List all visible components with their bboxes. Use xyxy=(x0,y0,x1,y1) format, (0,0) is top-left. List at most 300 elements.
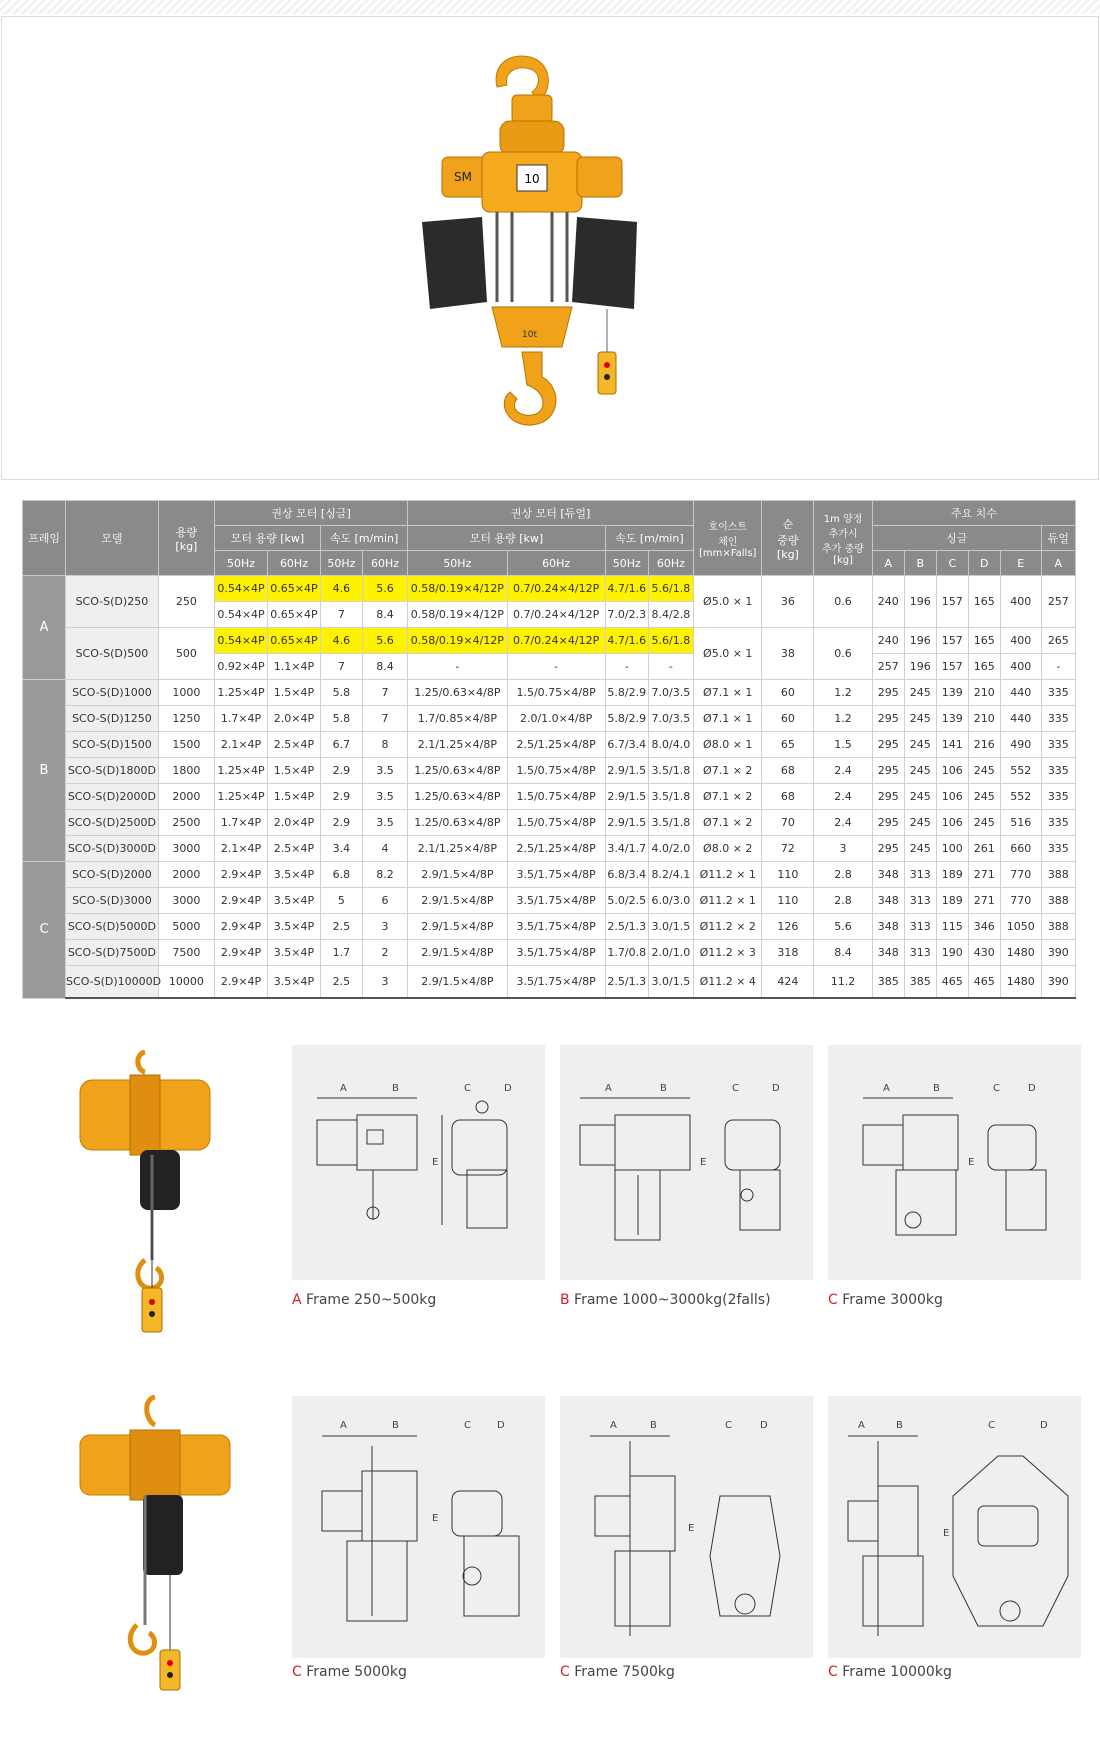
cell: 1000 xyxy=(158,680,214,706)
th-single: 싱글 xyxy=(872,526,1041,551)
cell: 3.0/1.5 xyxy=(648,914,693,940)
cell: 0.58/0.19×4/12P xyxy=(408,576,507,602)
cell: 313 xyxy=(904,862,936,888)
cell: 390 xyxy=(1041,940,1075,966)
extra-cell: 0.6 xyxy=(814,576,872,628)
cell: 245 xyxy=(968,758,1000,784)
cell: Ø7.1 × 2 xyxy=(694,784,762,810)
cell: 295 xyxy=(872,732,904,758)
th-hz50: 50Hz xyxy=(408,551,507,576)
dim-label-a: A xyxy=(610,1420,617,1431)
dim-label-b: B xyxy=(392,1083,399,1094)
caption-frame-c1 xyxy=(828,1292,943,1308)
dim-cell: 265 xyxy=(1041,628,1075,654)
drawing-panel-c3 xyxy=(560,1396,813,1658)
dim-cell: 165 xyxy=(968,628,1000,654)
caption-text: Frame 10000kg xyxy=(837,1664,952,1680)
th-hz50: 50Hz xyxy=(605,551,648,576)
cell: 430 xyxy=(968,940,1000,966)
cell: 5.6/1.8 xyxy=(648,576,693,602)
cell: 271 xyxy=(968,888,1000,914)
th-weight: 순 중량 [kg] xyxy=(762,501,814,576)
dim-label-c: C xyxy=(464,1420,471,1431)
caption-letter: C xyxy=(828,1292,838,1308)
cell: - xyxy=(605,654,648,680)
cell: 60 xyxy=(762,680,814,706)
cell: 139 xyxy=(936,706,968,732)
model-cell: SCO-S(D)7500D xyxy=(66,940,159,966)
cell: 3.5 xyxy=(362,758,407,784)
cell: 2.8 xyxy=(814,862,872,888)
hoist-photo-small-2 xyxy=(75,1395,235,1695)
cell: 4.7/1.6 xyxy=(605,628,648,654)
caption-letter: C xyxy=(292,1664,302,1680)
cell: 3000 xyxy=(158,888,214,914)
cell: 3 xyxy=(362,914,407,940)
cell: 2.5 xyxy=(320,966,362,999)
th-dim-a: A xyxy=(872,551,904,576)
cell: 388 xyxy=(1041,888,1075,914)
drawing-panel-c4 xyxy=(828,1396,1081,1658)
cell: 348 xyxy=(872,940,904,966)
drawing-c4 xyxy=(828,1396,1081,1658)
cell: 7 xyxy=(320,654,362,680)
cell: 335 xyxy=(1041,680,1075,706)
cell: 8 xyxy=(362,732,407,758)
cell: 2.5/1.25×4/8P xyxy=(507,836,605,862)
cell: 245 xyxy=(904,680,936,706)
dim-label-c: C xyxy=(993,1083,1000,1094)
drawing-panel-c1 xyxy=(828,1045,1081,1280)
caption-frame-c2 xyxy=(292,1664,407,1680)
hero-panel xyxy=(1,16,1099,480)
cell: 210 xyxy=(968,680,1000,706)
cell: 295 xyxy=(872,706,904,732)
cell: 271 xyxy=(968,862,1000,888)
dim-label-d: D xyxy=(504,1083,512,1094)
cell: 8.4/2.8 xyxy=(648,602,693,628)
dim-label-d: D xyxy=(1028,1083,1036,1094)
drawing-b xyxy=(560,1045,813,1280)
cell: 2.9/1.5×4/8P xyxy=(408,914,507,940)
cell: 7.0/2.3 xyxy=(605,602,648,628)
cell: 385 xyxy=(872,966,904,999)
model-cell: SCO-S(D)10000D xyxy=(66,966,159,999)
cell: 552 xyxy=(1000,758,1041,784)
cell: 5000 xyxy=(158,914,214,940)
cell: 4.0/2.0 xyxy=(648,836,693,862)
dim-cell: 240 xyxy=(872,628,904,654)
cell: 770 xyxy=(1000,862,1041,888)
cell: 1.5/0.75×4/8P xyxy=(507,810,605,836)
cell: 7.0/3.5 xyxy=(648,680,693,706)
cell: 2.4 xyxy=(814,810,872,836)
cell: 3.5×4P xyxy=(267,862,320,888)
cell: 335 xyxy=(1041,732,1075,758)
hoist-photo xyxy=(412,47,652,467)
chain-cell: Ø5.0 × 1 xyxy=(694,576,762,628)
cell: 3.4/1.7 xyxy=(605,836,648,862)
dim-label-c: C xyxy=(732,1083,739,1094)
caption-text: Frame 7500kg xyxy=(569,1664,675,1680)
cell: 318 xyxy=(762,940,814,966)
model-cell: SCO-S(D)2000 xyxy=(66,862,159,888)
cell: 0.54×4P xyxy=(215,602,268,628)
cell: 2.9/1.5 xyxy=(605,758,648,784)
dim-label-a: A xyxy=(340,1420,347,1431)
cell: 2000 xyxy=(158,784,214,810)
cell: 3.5/1.75×4/8P xyxy=(507,862,605,888)
cell: 60 xyxy=(762,706,814,732)
caption-frame-c3 xyxy=(560,1664,675,1680)
cell: 2.5/1.3 xyxy=(605,966,648,999)
cell: 465 xyxy=(968,966,1000,999)
cell: 6.7/3.4 xyxy=(605,732,648,758)
cell: 5.8/2.9 xyxy=(605,680,648,706)
cell: 5.6 xyxy=(814,914,872,940)
weight-cell: 36 xyxy=(762,576,814,628)
cell: 295 xyxy=(872,758,904,784)
th-single-motor: 권상 모터 [싱글] xyxy=(215,501,408,526)
cell: 516 xyxy=(1000,810,1041,836)
drawing-panel-c2 xyxy=(292,1396,545,1658)
table-row xyxy=(23,758,1076,784)
cell: 295 xyxy=(872,784,904,810)
dim-cell: 196 xyxy=(904,576,936,628)
cell: 3.5/1.75×4/8P xyxy=(507,914,605,940)
cell: - xyxy=(507,654,605,680)
cell: 5.8/2.9 xyxy=(605,706,648,732)
hoist-photo-small-1 xyxy=(70,1050,220,1340)
cell: 7500 xyxy=(158,940,214,966)
model-cell: SCO-S(D)2000D xyxy=(66,784,159,810)
cell: 2.9×4P xyxy=(215,966,268,999)
dim-cell: 400 xyxy=(1000,654,1041,680)
cell: 2.9/1.5 xyxy=(605,810,648,836)
cell: 3.5/1.75×4/8P xyxy=(507,888,605,914)
dim-cell: 157 xyxy=(936,576,968,628)
cell: 10000 xyxy=(158,966,214,999)
cell: 1.5/0.75×4/8P xyxy=(507,758,605,784)
cell: 6.0/3.0 xyxy=(648,888,693,914)
cell: 1.5×4P xyxy=(267,758,320,784)
th-hz50: 50Hz xyxy=(320,551,362,576)
table-row xyxy=(23,706,1076,732)
cell: 313 xyxy=(904,914,936,940)
frame-cell: C xyxy=(23,862,66,999)
table-row xyxy=(23,940,1076,966)
cell: 106 xyxy=(936,784,968,810)
cell: 245 xyxy=(968,810,1000,836)
hero-hook-text: 10t xyxy=(522,330,537,340)
dim-cell: 400 xyxy=(1000,628,1041,654)
dim-cell: - xyxy=(1041,654,1075,680)
cell: 6 xyxy=(362,888,407,914)
dim-cell: 257 xyxy=(1041,576,1075,628)
caption-frame-a xyxy=(292,1292,436,1308)
cell: 1.25/0.63×4/8P xyxy=(408,680,507,706)
table-row xyxy=(23,888,1076,914)
model-cell: SCO-S(D)3000D xyxy=(66,836,159,862)
hero-body-text: 10 xyxy=(524,172,540,186)
cell: 2.9 xyxy=(320,810,362,836)
caption-text: Frame 3000kg xyxy=(837,1292,943,1308)
caption-frame-c4 xyxy=(828,1664,952,1680)
cell: 1.25×4P xyxy=(215,680,268,706)
dim-label-e: E xyxy=(688,1523,695,1534)
cell: 8.4 xyxy=(362,654,407,680)
cell: 3.5/1.8 xyxy=(648,784,693,810)
frame-cell: A xyxy=(23,576,66,680)
cell: 3.5 xyxy=(362,784,407,810)
dim-cell: 240 xyxy=(872,576,904,628)
dim-label-c: C xyxy=(988,1420,995,1431)
cell: 189 xyxy=(936,862,968,888)
top-stripe xyxy=(0,0,1100,14)
cell: 70 xyxy=(762,810,814,836)
cell: 6.7 xyxy=(320,732,362,758)
cell: 335 xyxy=(1041,836,1075,862)
cell: 552 xyxy=(1000,784,1041,810)
cell: 1.7×4P xyxy=(215,706,268,732)
cell: 1.25/0.63×4/8P xyxy=(408,784,507,810)
cell: 68 xyxy=(762,784,814,810)
cell: 0.58/0.19×4/12P xyxy=(408,602,507,628)
caption-letter: A xyxy=(292,1292,302,1308)
cell: 1.5 xyxy=(814,732,872,758)
table-row xyxy=(23,966,1076,999)
dim-cell: 196 xyxy=(904,628,936,654)
caption-letter: C xyxy=(560,1664,570,1680)
cell: 388 xyxy=(1041,862,1075,888)
cell: 490 xyxy=(1000,732,1041,758)
model-cell: SCO-S(D)1800D xyxy=(66,758,159,784)
hero-brand-text: SM xyxy=(454,170,472,184)
model-cell: SCO-S(D)5000D xyxy=(66,914,159,940)
th-hz60: 60Hz xyxy=(507,551,605,576)
cell: 11.2 xyxy=(814,966,872,999)
cell: Ø8.0 × 1 xyxy=(694,732,762,758)
cell: Ø7.1 × 1 xyxy=(694,680,762,706)
th-extra-weight: 1m 양정 추가시 추가 중량 [kg] xyxy=(814,501,872,576)
cell: 1480 xyxy=(1000,940,1041,966)
cell: 2.9/1.5×4/8P xyxy=(408,940,507,966)
cell: 2.4 xyxy=(814,758,872,784)
dim-label-e: E xyxy=(943,1528,950,1539)
spec-table xyxy=(22,500,1076,999)
dim-label-b: B xyxy=(896,1420,903,1431)
caption-letter: C xyxy=(828,1664,838,1680)
cell: 0.7/0.24×4/12P xyxy=(507,628,605,654)
cell: 5.6 xyxy=(362,576,407,602)
dim-label-e: E xyxy=(432,1513,439,1524)
frame-cell: B xyxy=(23,680,66,862)
th-dim-c: C xyxy=(936,551,968,576)
model-cell: SCO-S(D)2500D xyxy=(66,810,159,836)
cell: 3.4 xyxy=(320,836,362,862)
cell: 1.25×4P xyxy=(215,758,268,784)
th-chain: 호이스트 체인 [mm×Falls] xyxy=(694,501,762,576)
cell: 2500 xyxy=(158,810,214,836)
cell: 190 xyxy=(936,940,968,966)
cell: 3.5/1.8 xyxy=(648,810,693,836)
th-dim-d: D xyxy=(968,551,1000,576)
cell: 245 xyxy=(904,706,936,732)
cell: 110 xyxy=(762,862,814,888)
dim-label-a: A xyxy=(340,1083,347,1094)
cell: 5.0/2.5 xyxy=(605,888,648,914)
drawing-panel-b xyxy=(560,1045,813,1280)
table-row xyxy=(23,862,1076,888)
cell: 770 xyxy=(1000,888,1041,914)
cell: 1.5/0.75×4/8P xyxy=(507,784,605,810)
drawing-a xyxy=(292,1045,545,1280)
cell: - xyxy=(648,654,693,680)
dim-cell: 165 xyxy=(968,654,1000,680)
cell: 0.65×4P xyxy=(267,576,320,602)
cell: 1500 xyxy=(158,732,214,758)
cell: 440 xyxy=(1000,706,1041,732)
cell: 2.9/1.5×4/8P xyxy=(408,888,507,914)
cell: 5.6/1.8 xyxy=(648,628,693,654)
cell: 3.5/1.8 xyxy=(648,758,693,784)
caption-letter: B xyxy=(560,1292,570,1308)
dim-label-d: D xyxy=(760,1420,768,1431)
cell: 660 xyxy=(1000,836,1041,862)
cell: Ø11.2 × 1 xyxy=(694,862,762,888)
cell: 2.0/1.0 xyxy=(648,940,693,966)
cell: Ø11.2 × 4 xyxy=(694,966,762,999)
cell: 295 xyxy=(872,810,904,836)
dim-label-d: D xyxy=(1040,1420,1048,1431)
table-row xyxy=(23,810,1076,836)
cell: 72 xyxy=(762,836,814,862)
cell: 0.7/0.24×4/12P xyxy=(507,602,605,628)
cell: 388 xyxy=(1041,914,1075,940)
dim-label-a: A xyxy=(883,1083,890,1094)
cell: 0.65×4P xyxy=(267,628,320,654)
cell: 2.9/1.5×4/8P xyxy=(408,966,507,999)
cell: 1050 xyxy=(1000,914,1041,940)
cell: 2.9×4P xyxy=(215,940,268,966)
dim-label-d: D xyxy=(772,1083,780,1094)
dim-label-c: C xyxy=(725,1420,732,1431)
cell: 1.25/0.63×4/8P xyxy=(408,758,507,784)
cell: 189 xyxy=(936,888,968,914)
cell: 210 xyxy=(968,706,1000,732)
cell: 1.2 xyxy=(814,706,872,732)
cell: 5.8 xyxy=(320,706,362,732)
cell: 295 xyxy=(872,680,904,706)
cell: 68 xyxy=(762,758,814,784)
cell: 2.5/1.3 xyxy=(605,914,648,940)
dim-label-e: E xyxy=(700,1157,707,1168)
cell: 1.25/0.63×4/8P xyxy=(408,810,507,836)
cell: 1.7/0.85×4/8P xyxy=(408,706,507,732)
cell: 106 xyxy=(936,758,968,784)
cell: 2.1/1.25×4/8P xyxy=(408,732,507,758)
model-cell: SCO-S(D)250 xyxy=(66,576,159,628)
cell: 65 xyxy=(762,732,814,758)
cell: 2.4 xyxy=(814,784,872,810)
cell: 348 xyxy=(872,914,904,940)
cell: 313 xyxy=(904,940,936,966)
cell: 8.0/4.0 xyxy=(648,732,693,758)
cell: Ø11.2 × 3 xyxy=(694,940,762,966)
cell: 1.7/0.8 xyxy=(605,940,648,966)
cell: 3.5×4P xyxy=(267,914,320,940)
table-row xyxy=(23,784,1076,810)
th-hz60: 60Hz xyxy=(267,551,320,576)
cell: 7.0/3.5 xyxy=(648,706,693,732)
cell: 1.25×4P xyxy=(215,784,268,810)
th-dim-b: B xyxy=(904,551,936,576)
cell: 335 xyxy=(1041,758,1075,784)
cell: 4.7/1.6 xyxy=(605,576,648,602)
cap-cell: 250 xyxy=(158,576,214,628)
th-hz60: 60Hz xyxy=(362,551,407,576)
cell: 313 xyxy=(904,888,936,914)
drawing-c2 xyxy=(292,1396,545,1658)
cell: 2.9 xyxy=(320,758,362,784)
th-hz50: 50Hz xyxy=(215,551,268,576)
drawing-c1 xyxy=(828,1045,1081,1280)
cell: 465 xyxy=(936,966,968,999)
model-cell: SCO-S(D)1000 xyxy=(66,680,159,706)
caption-text: Frame 1000~3000kg(2falls) xyxy=(569,1292,771,1308)
dim-label-b: B xyxy=(392,1420,399,1431)
cell: 335 xyxy=(1041,784,1075,810)
table-row xyxy=(23,732,1076,758)
cell: 4.6 xyxy=(320,576,362,602)
cell: 0.92×4P xyxy=(215,654,268,680)
cell: 5.8 xyxy=(320,680,362,706)
cell: 115 xyxy=(936,914,968,940)
dim-label-b: B xyxy=(660,1083,667,1094)
dim-label-a: A xyxy=(858,1420,865,1431)
dim-cell: 165 xyxy=(968,576,1000,628)
cell: 8.4 xyxy=(814,940,872,966)
extra-cell: 0.6 xyxy=(814,628,872,680)
drawing-panel-a xyxy=(292,1045,545,1280)
cell: 7 xyxy=(320,602,362,628)
cell: 8.2 xyxy=(362,862,407,888)
cell: 1.7 xyxy=(320,940,362,966)
cell: 4 xyxy=(362,836,407,862)
dim-cell: 157 xyxy=(936,628,968,654)
cell: 385 xyxy=(904,966,936,999)
th-model: 모델 xyxy=(66,501,159,576)
cell: Ø7.1 × 1 xyxy=(694,706,762,732)
chain-cell: Ø5.0 × 1 xyxy=(694,628,762,680)
cell: Ø11.2 × 1 xyxy=(694,888,762,914)
cell: 1.1×4P xyxy=(267,654,320,680)
th-dual-motor: 권상 모터 [듀얼] xyxy=(408,501,694,526)
cell: 126 xyxy=(762,914,814,940)
table-row xyxy=(23,914,1076,940)
cell: 1.5/0.75×4/8P xyxy=(507,680,605,706)
cell: 6.8 xyxy=(320,862,362,888)
cell: 1.5×4P xyxy=(267,784,320,810)
cell: 3.5×4P xyxy=(267,888,320,914)
cell: 2.5×4P xyxy=(267,836,320,862)
cell: 245 xyxy=(904,758,936,784)
cell: 2.9/1.5 xyxy=(605,784,648,810)
th-dual: 듀얼 xyxy=(1041,526,1075,551)
cell: Ø7.1 × 2 xyxy=(694,810,762,836)
th-motor-kw: 모터 용량 [kw] xyxy=(215,526,321,551)
caption-text: Frame 5000kg xyxy=(301,1664,407,1680)
